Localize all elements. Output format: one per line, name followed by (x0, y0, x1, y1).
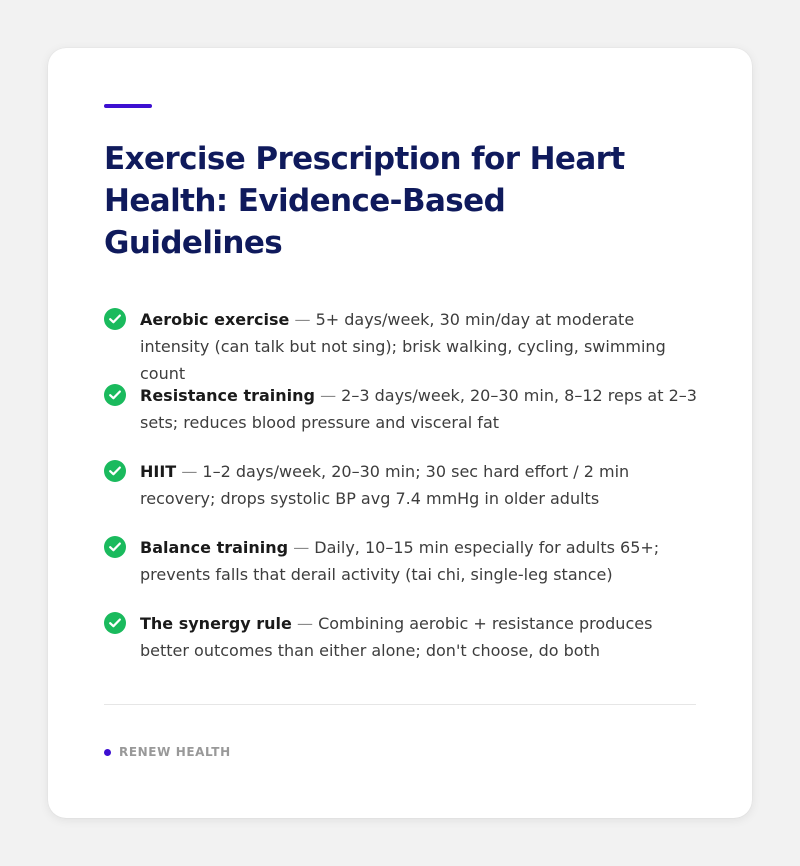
item-text: 1–2 days/week, 20–30 min; 30 sec hard effort / 2 min recovery; drops systolic BP avg 7.4 mmHg in older adults (140, 462, 630, 508)
guideline-list (104, 306, 704, 686)
item-text: 2–3 days/week, 20–30 min, 8–12 reps at 2–3 sets; reduces blood pressure and visceral fat (140, 386, 697, 432)
item-separator: — (320, 386, 342, 405)
check-circle-icon (104, 612, 126, 634)
item-title: HIIT (140, 462, 177, 481)
check-circle-icon (104, 384, 126, 406)
item-separator: — (181, 462, 203, 481)
footer-brand (104, 745, 231, 759)
list-item (104, 306, 704, 382)
check-circle-icon (104, 460, 126, 482)
check-circle-icon (104, 308, 126, 330)
item-separator: — (293, 538, 315, 557)
brand-dot (104, 749, 111, 756)
item-separator: — (294, 310, 316, 329)
item-text: 5+ days/week, 30 min/day at moderate intensity (can talk but not sing); brisk walking, cycling, swimming count (140, 310, 666, 383)
list-item (104, 458, 704, 534)
item-text: Combining aerobic + resistance produces better outcomes than either alone; don't choose, do both (140, 614, 653, 660)
item-title: The synergy rule (140, 614, 292, 633)
item-title: Resistance training (140, 386, 315, 405)
accent-bar (104, 104, 152, 108)
item-title: Balance training (140, 538, 289, 557)
item-separator: — (296, 614, 319, 633)
divider (104, 704, 696, 705)
list-item (104, 610, 704, 686)
list-item (104, 382, 704, 458)
page-title: Exercise Prescription for Heart Health: Evidence-Based Guidelines (104, 141, 625, 261)
card (48, 48, 752, 818)
check-circle-icon (104, 536, 126, 558)
item-title: Aerobic exercise (140, 310, 290, 329)
brand-name: RENEW HEALTH (119, 745, 231, 759)
list-item (104, 534, 704, 610)
item-text: Daily, 10–15 min especially for adults 65+; prevents falls that derail activity (tai chi, single-leg stance) (140, 538, 660, 584)
